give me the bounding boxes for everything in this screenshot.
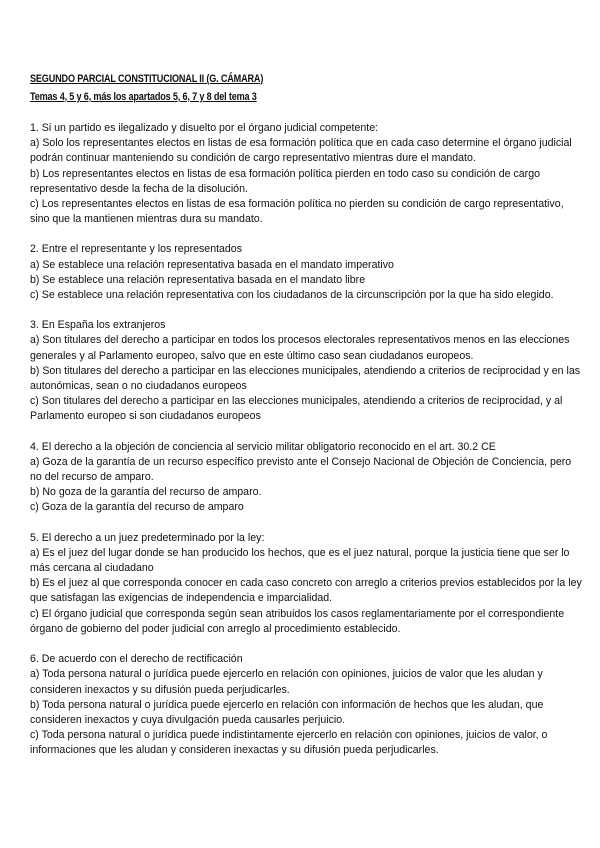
option-c: c) Toda persona natural o jurídica puede indistintamente ejercerlo en relación con opiniones, juicios de valor, o informaciones que les aludan y consideren inexactas y su difusión pueda perjudicarles. (30, 729, 548, 757)
question-stem: 1. Si un partido es ilegalizado y disuelto por el órgano judicial competente: (30, 122, 379, 134)
option-a: a) Solo los representantes electos en listas de esa formación política que en cada caso determine el órgano judicial podrán continuar manteniendo su condición de cargo representativo mientras dure el mandato. (30, 137, 572, 165)
exam-page (30, 72, 582, 774)
option-c: c) El órgano judicial que corresponda según sean atribuidos los casos reglamentariamente por el correspondiente órgano de gobierno del poder judicial con arreglo al procedimiento establecido. (30, 607, 565, 635)
option-c: c) Son titulares del derecho a participar en las elecciones municipales, atendiendo a criterios de reciprocidad, y al Parlamento europeo si son ciudadanos europeos (30, 395, 563, 423)
question-1 (30, 121, 582, 227)
question-5 (30, 531, 582, 637)
question-2 (30, 242, 582, 303)
option-b: b) Es el juez al que corresponda conocer en cada caso concreto con arreglo a criterios previos establecidos por la ley que satisfagan las exigencias de independencia e imparcialidad. (30, 577, 582, 605)
option-a: a) Goza de la garantía de un recurso específico previsto ante el Consejo Nacional de Objeción de Conciencia, pero no del recurso de amparo. (30, 455, 572, 484)
option-c: c) Goza de la garantía del recurso de amparo (30, 501, 244, 514)
question-stem: 6. De acuerdo con el derecho de rectificación (30, 653, 243, 666)
option-a: a) Toda persona natural o jurídica puede ejercerlo en relación con opiniones, juicios de valor que les aludan y consideren inexactos y su difusión pueda perjudicarles. (30, 668, 543, 696)
question-stem: 5. El derecho a un juez predeterminado por la ley: (30, 531, 265, 544)
question-stem: 3. En España los extranjeros (30, 319, 166, 332)
question-stem: 4. El derecho a la objeción de conciencia al servicio militar obligatorio reconocido en el art. 30.2 CE (30, 440, 496, 453)
option-b: b) Toda persona natural o jurídica puede ejercerlo en relación con información de hechos que les aludan, que consideren inexactos y cuya divulgación pueda causarles perjuicio. (30, 698, 544, 726)
option-c: c) Los representantes electos en listas de esa formación política no pierden su condición de cargo representativo, sino que la mantienen mientras dura su mandato. (30, 198, 564, 226)
exam-title: SEGUNDO PARCIAL CONSTITUCIONAL II (G. CÁMARA) (30, 73, 264, 85)
question-4 (30, 440, 582, 516)
question-stem: 2. Entre el representante y los representados (30, 243, 242, 256)
option-a: a) Son titulares del derecho a participar en todos los procesos electorales representativos menos en las elecciones generales y al Parlamento europeo, salvo que en este último caso sean ciudadanos europeos. (30, 334, 570, 362)
option-b: b) Se establece una relación representativa basada en el mandato libre (30, 273, 366, 286)
question-6 (30, 652, 582, 758)
option-a: a) Es el juez del lugar donde se han producido los hechos, que es el juez natural, porque la justicia tiene que ser lo más cercana al ciudadano (30, 546, 570, 575)
option-c: c) Se establece una relación representativa con los ciudadanos de la circunscripción por la que ha sido elegido. (30, 289, 554, 302)
option-b: b) Son titulares del derecho a participar en las elecciones municipales, atendiendo a criterios de reciprocidad y en las autonómicas, sean o no ciudadanos europeos (30, 364, 581, 393)
option-b: b) Los representantes electos en listas de esa formación política pierden en todo caso su condición de cargo representativo desde la fecha de la disolución. (30, 167, 540, 195)
option-b: b) No goza de la garantía del recurso de amparo. (30, 486, 262, 499)
option-a: a) Se establece una relación representativa basada en el mandato imperativo (30, 258, 394, 271)
exam-subtitle: Temas 4, 5 y 6, más los apartados 5, 6, 7 y 8 del tema 3 (30, 91, 257, 103)
question-3 (30, 318, 582, 424)
